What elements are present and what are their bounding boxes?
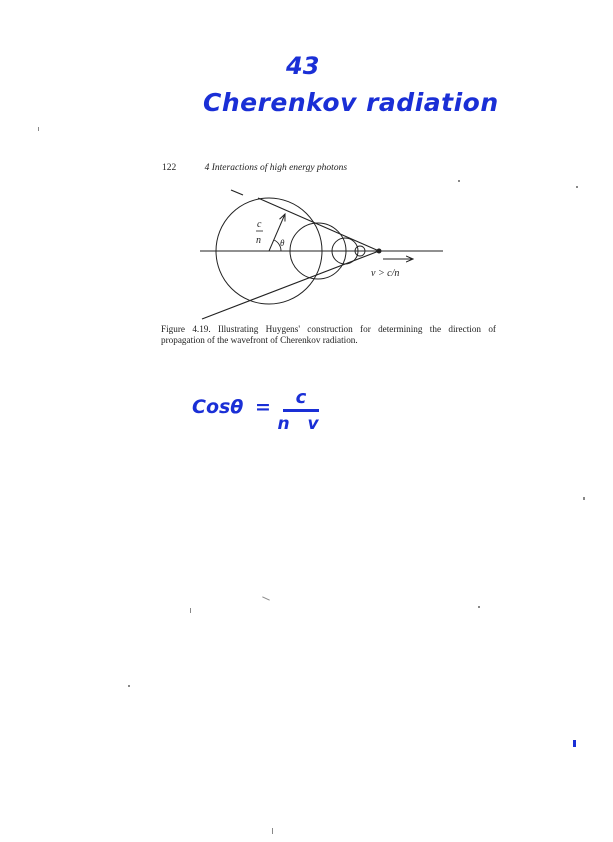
scan-speck <box>576 186 578 188</box>
huygens-construction-figure <box>195 185 450 320</box>
formula-lhs: Cosθ <box>192 396 244 418</box>
printed-page-number: 122 <box>162 163 177 173</box>
scan-speck <box>573 740 576 747</box>
formula-fraction-bar <box>283 409 319 412</box>
page-header <box>162 163 347 173</box>
formula-fraction <box>277 388 325 433</box>
formula-equals: = <box>255 396 271 418</box>
particle-dot <box>377 249 382 254</box>
label-velocity: v > c/n <box>371 268 400 279</box>
handwritten-page-number: 43 <box>286 52 320 80</box>
scan-speck <box>262 596 270 600</box>
figure-caption: Figure 4.19. Illustrating Huygens' construction for determining the direction of propagation of the wavefront of Cherenkov radiation. <box>161 324 496 345</box>
scan-speck <box>272 828 273 834</box>
upper-wavefront-line <box>258 198 379 251</box>
label-c: c <box>257 219 262 230</box>
scan-speck <box>38 127 39 131</box>
scan-speck <box>190 608 191 613</box>
scan-speck <box>458 180 460 182</box>
formula-numerator: c <box>295 387 307 408</box>
label-theta: θ <box>280 238 285 248</box>
scan-speck <box>478 606 480 608</box>
label-n: n <box>256 235 261 246</box>
scan-speck <box>128 685 130 687</box>
handwritten-title: Cherenkov radiation <box>203 88 499 117</box>
running-title: 4 Interactions of high energy photons <box>204 163 348 173</box>
formula-denominator: n v <box>277 414 325 434</box>
upper-tick-mark <box>231 190 243 195</box>
scan-speck <box>583 497 585 500</box>
